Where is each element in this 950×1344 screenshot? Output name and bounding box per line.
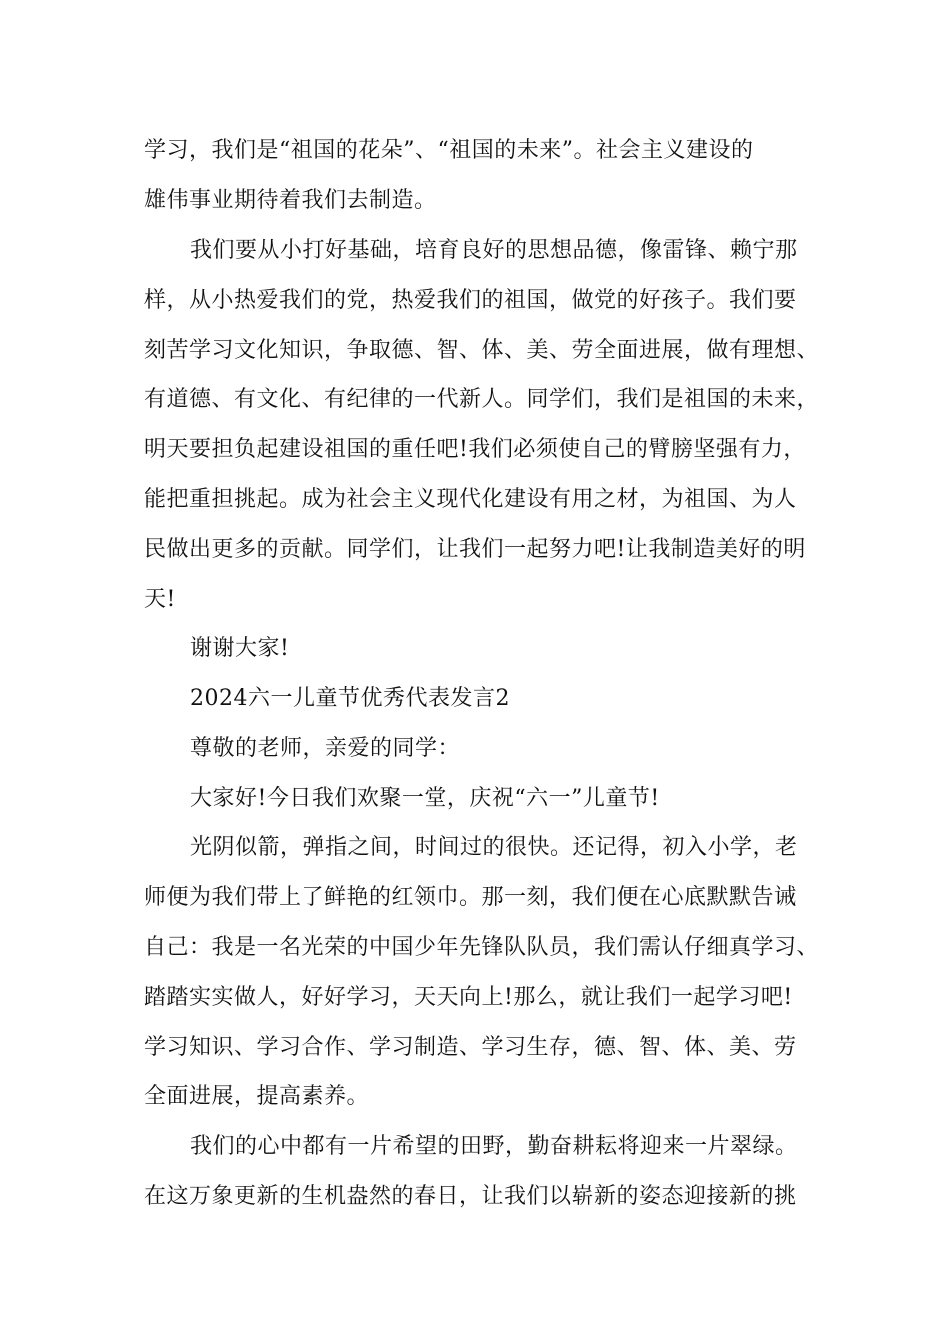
text-line: 踏踏实实做人，好好学习，天天向上!那么，就让我们一起学习吧! (144, 985, 793, 1010)
text-line: 天! (144, 587, 176, 612)
text-line: 全面进展，提高素养。 (144, 1084, 370, 1109)
text-line: 学习，我们是“祖国的花朵”、“祖国的未来”。社会主义建设的 (144, 138, 754, 163)
text-line: 光阴似箭，弹指之间，时间过的很快。还记得，初入小学，老 (190, 835, 798, 860)
section-heading: 2024六一儿童节优秀代表发言2 (190, 686, 510, 711)
text-line: 民做出更多的贡献。同学们，让我们一起努力吧!让我制造美好的明 (144, 537, 806, 562)
text-line: 样，从小热爱我们的党，热爱我们的祖国，做党的好孩子。我们要 (144, 288, 797, 313)
text-line: 谢谢大家! (190, 636, 290, 661)
text-line: 能把重担挑起。成为社会主义现代化建设有用之材，为祖国、为人 (144, 487, 797, 512)
text-line: 有道德、有文化、有纪律的一代新人。同学们，我们是祖国的未来， (144, 387, 820, 412)
text-line: 学习知识、学习合作、学习制造、学习生存，德、智、体、美、劳 (144, 1035, 797, 1060)
salutation: 尊敬的老师，亲爱的同学： (190, 736, 461, 761)
text-line: 刻苦学习文化知识，争取德、智、体、美、劳全面进展，做有理想、 (144, 338, 820, 363)
text-line: 我们的心中都有一片希望的田野，勤奋耕耘将迎来一片翠绿。 (190, 1134, 798, 1159)
text-line: 我们要从小打好基础，培育良好的思想品德，像雷锋、赖宁那 (190, 238, 798, 263)
text-line: 雄伟事业期待着我们去制造。 (144, 188, 437, 213)
text-line: 在这万象更新的生机盎然的春日，让我们以崭新的姿态迎接新的挑 (144, 1184, 797, 1209)
text-line: 自己：我是一名光荣的中国少年先锋队队员，我们需认仔细真学习、 (144, 935, 820, 960)
text-line: 大家好!今日我们欢聚一堂，庆祝“六一”儿童节! (190, 786, 660, 811)
text-line: 师便为我们带上了鲜艳的红领巾。那一刻，我们便在心底默默告诫 (144, 885, 797, 910)
text-line: 明天要担负起建设祖国的重任吧!我们必须使自己的臂膀坚强有力， (144, 437, 806, 462)
